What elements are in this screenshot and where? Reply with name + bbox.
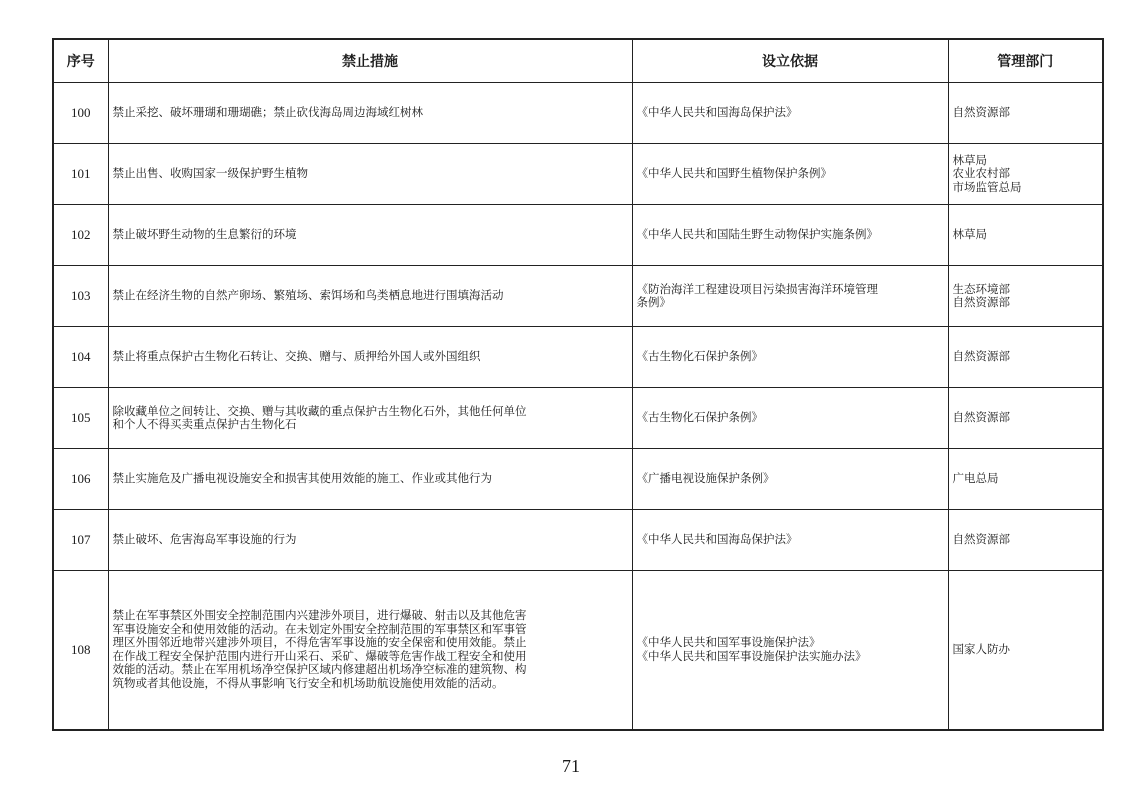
row-measure [108, 83, 632, 144]
row-measure [108, 266, 632, 327]
dept-line: 市场监管总局 [952, 179, 1022, 194]
row-dept [948, 83, 1103, 144]
row-measure [108, 449, 632, 510]
basis-line: 《古生物化石保护条例》 [636, 410, 763, 425]
row-dept [948, 266, 1103, 327]
basis-line: 《中华人民共和国海岛保护法》 [636, 105, 798, 120]
dept-line: 自然资源部 [952, 105, 1010, 120]
basis-line: 《中华人民共和国军事设施保护法》 [636, 635, 821, 650]
row-basis [632, 83, 948, 144]
row-dept [948, 449, 1103, 510]
measure-line: 筑物或者其他设施，不得从事影响飞行安全和机场助航设施使用效能的活动。 [112, 675, 504, 690]
table-row [53, 571, 1103, 730]
row-seq: 102 [53, 205, 108, 266]
row-basis [632, 144, 948, 205]
row-basis [632, 327, 948, 388]
dept-line: 自然资源部 [952, 410, 1010, 425]
measure-line: 禁止破坏、危害海岛军事设施的行为 [112, 532, 297, 547]
dept-line: 自然资源部 [952, 349, 1010, 364]
row-dept [948, 144, 1103, 205]
table-row [53, 510, 1103, 571]
basis-line: 《中华人民共和国军事设施保护法实施办法》 [636, 648, 867, 663]
table-row [53, 205, 1103, 266]
table-row [53, 83, 1103, 144]
row-seq: 103 [53, 266, 108, 327]
row-measure [108, 205, 632, 266]
measure-line: 理区外围邻近地带兴建涉外项目，不得危害军事设施的安全保密和使用效能。禁止 [112, 635, 527, 650]
basis-line: 《古生物化石保护条例》 [636, 349, 763, 364]
measure-line: 禁止将重点保护古生物化石转让、交换、赠与、质押给外国人或外国组织 [112, 349, 481, 364]
row-dept [948, 205, 1103, 266]
header-dept: 管理部门 [948, 39, 1103, 83]
dept-line: 林草局 [952, 152, 987, 167]
dept-line: 农业农村部 [952, 166, 1010, 181]
basis-line: 条例》 [636, 295, 671, 309]
row-dept [948, 327, 1103, 388]
regulation-table [52, 38, 1104, 731]
measure-line: 军事设施安全和使用效能的活动。在未划定外围安全控制范围的军事禁区和军事管 [112, 621, 527, 636]
row-measure [108, 571, 632, 730]
dept-line: 自然资源部 [952, 532, 1010, 547]
basis-line: 《中华人民共和国陆生野生动物保护实施条例》 [636, 227, 878, 242]
row-basis [632, 388, 948, 449]
page-number: 71 [562, 756, 580, 776]
measure-line: 禁止在军事禁区外围安全控制范围内兴建涉外项目，进行爆破、射击以及其他危害 [112, 608, 527, 623]
row-seq: 100 [53, 83, 108, 144]
row-seq: 101 [53, 144, 108, 205]
row-measure [108, 510, 632, 571]
table-row [53, 388, 1103, 449]
row-dept [948, 388, 1103, 449]
table-row [53, 327, 1103, 388]
measure-line: 除收藏单位之间转让、交换、赠与其收藏的重点保护古生物化石外，其他任何单位 [112, 403, 527, 418]
row-dept [948, 571, 1103, 730]
row-measure [108, 327, 632, 388]
header-basis: 设立依据 [632, 39, 948, 83]
table-row [53, 266, 1103, 327]
measure-line: 和个人不得买卖重点保护古生物化石 [112, 417, 297, 431]
measure-line: 效能的活动。禁止在军用机场净空保护区域内修建超出机场净空标准的建筑物、构 [112, 662, 527, 677]
dept-line: 广电总局 [952, 471, 999, 486]
header-measure: 禁止措施 [108, 39, 632, 83]
row-measure [108, 144, 632, 205]
row-measure [108, 388, 632, 449]
row-dept [948, 510, 1103, 571]
row-basis [632, 510, 948, 571]
row-seq: 106 [53, 449, 108, 510]
measure-line: 禁止采挖、破坏珊瑚和珊瑚礁；禁止砍伐海岛周边海域红树林 [112, 105, 423, 120]
row-seq: 108 [53, 571, 108, 730]
row-seq: 105 [53, 388, 108, 449]
measure-line: 禁止破坏野生动物的生息繁衍的环境 [112, 227, 297, 242]
measure-line: 禁止在经济生物的自然产卵场、繁殖场、索饵场和鸟类栖息地进行围填海活动 [112, 288, 504, 303]
basis-line: 《中华人民共和国海岛保护法》 [636, 532, 798, 547]
basis-line: 《防治海洋工程建设项目污染损害海洋环境管理 [636, 281, 878, 296]
dept-line: 国家人防办 [952, 642, 1010, 656]
header-seq: 序号 [53, 39, 108, 83]
row-basis [632, 266, 948, 327]
basis-line: 《广播电视设施保护条例》 [636, 471, 775, 486]
row-basis [632, 449, 948, 510]
basis-line: 《中华人民共和国野生植物保护条例》 [636, 166, 832, 181]
measure-line: 在作战工程安全保护范围内进行开山采石、采矿、爆破等危害作战工程安全和使用 [112, 648, 527, 663]
table-header-row [53, 39, 1103, 83]
row-seq: 104 [53, 327, 108, 388]
table-row [53, 449, 1103, 510]
measure-line: 禁止实施危及广播电视设施安全和损害其使用效能的施工、作业或其他行为 [112, 471, 492, 486]
dept-line: 生态环境部 [952, 281, 1010, 296]
row-seq: 107 [53, 510, 108, 571]
measure-line: 禁止出售、收购国家一级保护野生植物 [112, 166, 308, 181]
row-basis [632, 205, 948, 266]
dept-line: 林草局 [952, 227, 987, 242]
row-basis [632, 571, 948, 730]
table-row [53, 144, 1103, 205]
dept-line: 自然资源部 [952, 295, 1010, 309]
